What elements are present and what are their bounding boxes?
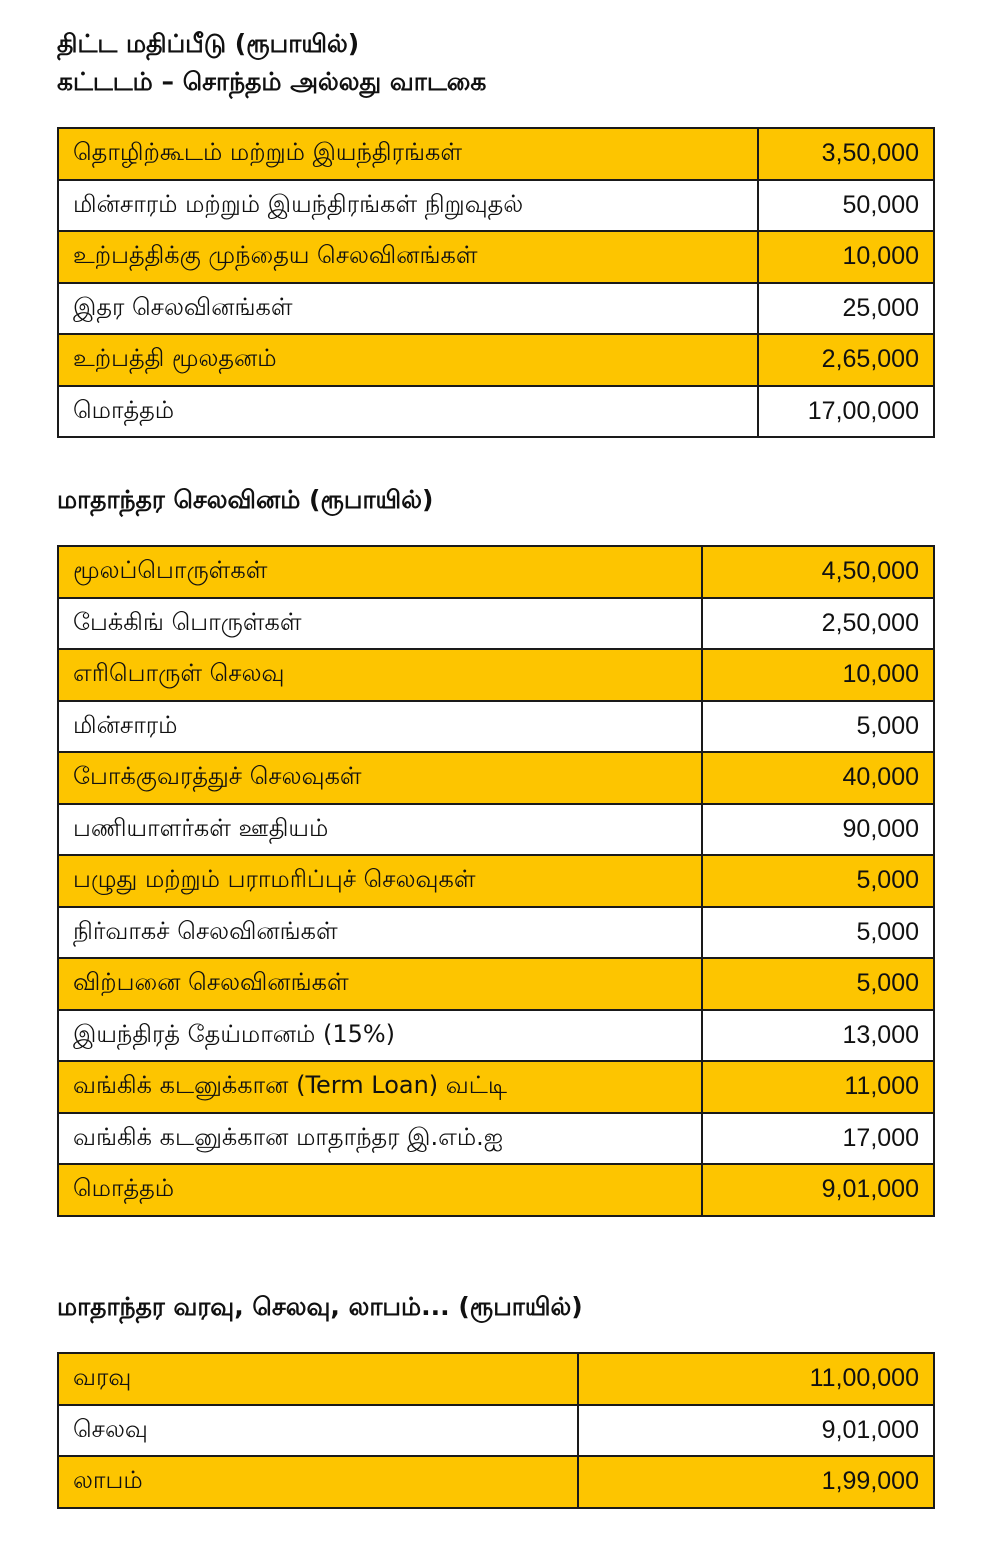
row-value: 9,01,000 <box>702 1164 934 1216</box>
table-row <box>58 180 934 232</box>
row-label: லாபம் <box>58 1456 578 1508</box>
row-value: 5,000 <box>702 907 934 959</box>
row-label: பழுது மற்றும் பராமரிப்புச் செலவுகள் <box>58 855 702 907</box>
row-value: 40,000 <box>702 752 934 804</box>
row-value: 10,000 <box>758 231 934 283</box>
row-label: விற்பனை செலவினங்கள் <box>58 958 702 1010</box>
table-row <box>58 752 934 804</box>
table-row <box>58 701 934 753</box>
table-row <box>58 1061 934 1113</box>
row-value: 17,00,000 <box>758 386 934 438</box>
row-label: வரவு <box>58 1353 578 1405</box>
row-label: மொத்தம் <box>58 386 758 438</box>
row-value: 11,00,000 <box>578 1353 934 1405</box>
row-value: 50,000 <box>758 180 934 232</box>
table-row <box>58 283 934 335</box>
table-row <box>58 855 934 907</box>
project-estimate-title: திட்ட மதிப்பீடு (ரூபாயில்) <box>57 29 360 58</box>
project-estimate-table <box>57 127 935 438</box>
row-value: 2,65,000 <box>758 334 934 386</box>
total-row <box>58 386 934 438</box>
row-label: பேக்கிங் பொருள்கள் <box>58 598 702 650</box>
row-label: இயந்திரத் தேய்மானம் (15%) <box>58 1010 702 1062</box>
row-label: தொழிற்கூடம் மற்றும் இயந்திரங்கள் <box>58 128 758 180</box>
row-label: இதர செலவினங்கள் <box>58 283 758 335</box>
row-label: பணியாளர்கள் ஊதியம் <box>58 804 702 856</box>
row-label: மின்சாரம் மற்றும் இயந்திரங்கள் நிறுவுதல் <box>58 180 758 232</box>
row-value: 5,000 <box>702 701 934 753</box>
row-label: மொத்தம் <box>58 1164 702 1216</box>
row-label: நிர்வாகச் செலவினங்கள் <box>58 907 702 959</box>
row-value: 5,000 <box>702 958 934 1010</box>
row-value: 2,50,000 <box>702 598 934 650</box>
income-expense-profit-title: மாதாந்தர வரவு, செலவு, லாபம்... (ரூபாயில்) <box>57 1292 583 1321</box>
table-row <box>58 546 934 598</box>
row-value: 25,000 <box>758 283 934 335</box>
monthly-expense-title: மாதாந்தர செலவினம் (ரூபாயில்) <box>57 485 434 514</box>
table-row <box>58 1353 934 1405</box>
table-row <box>58 1113 934 1165</box>
table-row <box>58 334 934 386</box>
monthly-expense-table <box>57 545 935 1217</box>
income-expense-profit-table <box>57 1352 935 1509</box>
row-label: எரிபொருள் செலவு <box>58 649 702 701</box>
building-subtitle: கட்டடம் – சொந்தம் அல்லது வாடகை <box>57 67 487 96</box>
row-value: 3,50,000 <box>758 128 934 180</box>
row-label: மூலப்பொருள்கள் <box>58 546 702 598</box>
row-label: வங்கிக் கடனுக்கான (Term Loan) வட்டி <box>58 1061 702 1113</box>
table-row <box>58 1405 934 1457</box>
row-value: 1,99,000 <box>578 1456 934 1508</box>
table-row <box>58 598 934 650</box>
row-label: வங்கிக் கடனுக்கான மாதாந்தர இ.எம்.ஐ <box>58 1113 702 1165</box>
table-row <box>58 649 934 701</box>
row-value: 90,000 <box>702 804 934 856</box>
row-label: போக்குவரத்துச் செலவுகள் <box>58 752 702 804</box>
table-row <box>58 804 934 856</box>
row-value: 17,000 <box>702 1113 934 1165</box>
row-label: உற்பத்தி மூலதனம் <box>58 334 758 386</box>
table-row <box>58 1010 934 1062</box>
row-label: மின்சாரம் <box>58 701 702 753</box>
row-value: 11,000 <box>702 1061 934 1113</box>
table-row <box>58 231 934 283</box>
table-row <box>58 128 934 180</box>
row-value: 13,000 <box>702 1010 934 1062</box>
table-row <box>58 1456 934 1508</box>
total-row <box>58 1164 934 1216</box>
row-label: உற்பத்திக்கு முந்தைய செலவினங்கள் <box>58 231 758 283</box>
row-value: 4,50,000 <box>702 546 934 598</box>
row-value: 9,01,000 <box>578 1405 934 1457</box>
row-value: 10,000 <box>702 649 934 701</box>
table-row <box>58 958 934 1010</box>
row-value: 5,000 <box>702 855 934 907</box>
table-row <box>58 907 934 959</box>
row-label: செலவு <box>58 1405 578 1457</box>
